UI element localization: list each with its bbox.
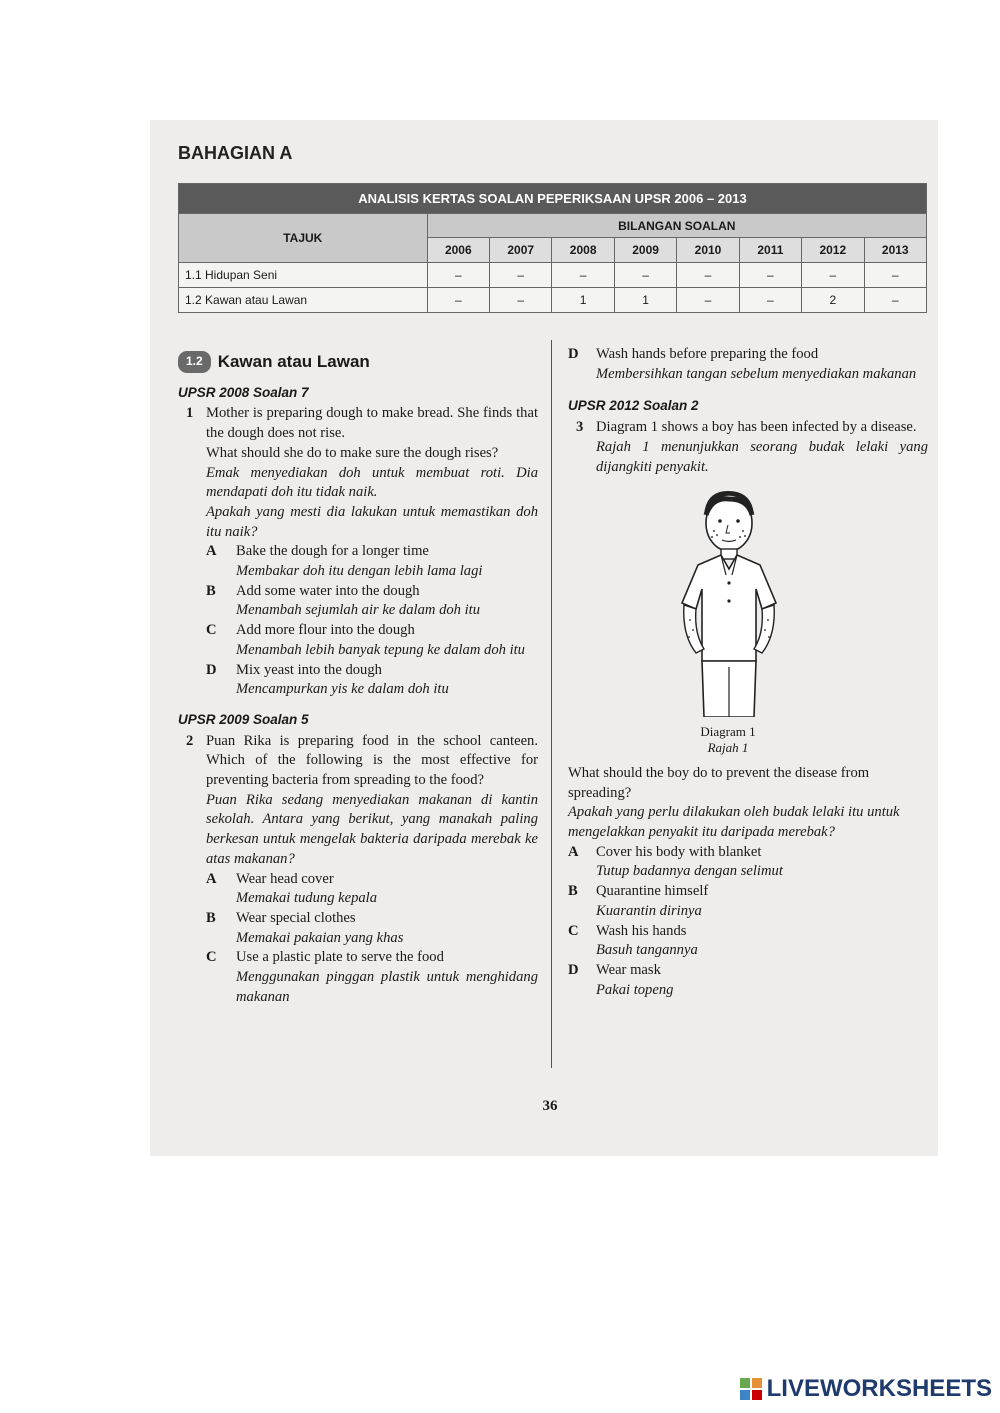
option-text-en: Add some water into the dough	[236, 582, 420, 599]
option-text-en: Wash his hands	[596, 922, 687, 939]
option-letter: B	[206, 909, 216, 926]
question-1	[178, 404, 538, 542]
bilangan-header: BILANGAN SOALAN	[427, 214, 926, 238]
option-text-ms: Basuh tangannya	[596, 942, 698, 959]
option-text-ms: Menambah sejumlah air ke dalam doh itu	[236, 602, 481, 619]
year-header: 2009	[614, 238, 676, 263]
option-text-en: Quarantine himself	[596, 883, 709, 900]
option-letter: C	[206, 622, 217, 639]
count-cell: –	[677, 288, 739, 313]
question-ask-en: What should she do to make sure the dough rises?	[206, 444, 499, 461]
year-header: 2013	[864, 238, 926, 263]
option-text-en: Cover his body with blanket	[596, 843, 762, 860]
section-title: BAHAGIAN A	[178, 143, 293, 163]
count-cell: –	[864, 263, 926, 288]
count-cell: –	[677, 263, 739, 288]
sick-boy-illustration	[668, 485, 788, 717]
option-text-ms: Pakai topeng	[596, 981, 674, 998]
question-2	[178, 732, 538, 870]
brand-footer	[739, 1375, 992, 1403]
question-text-en: Diagram 1 shows a boy has been infected by a disease.	[596, 419, 917, 436]
year-header: 2010	[677, 238, 739, 263]
option-text-en: Wear head cover	[236, 870, 334, 887]
option-c[interactable]	[206, 621, 538, 660]
option-text-en: Wear mask	[596, 961, 661, 978]
option-text-ms: Menggunakan pinggan plastik untuk menghidang makanan	[236, 969, 538, 1005]
question-source: UPSR 2012 Soalan 2	[568, 398, 699, 414]
diagram-figure	[568, 485, 888, 756]
count-cell: 1	[614, 288, 676, 313]
question-ask-en: What should the boy do to prevent the disease from spreading?	[568, 764, 870, 801]
option-letter: A	[206, 870, 217, 887]
count-cell: 2	[802, 288, 864, 313]
option-text-ms: Kuarantin dirinya	[596, 902, 702, 919]
question-text-ms: Emak menyediakan doh untuk membuat roti. Dia mendapati doh itu tidak naik.	[206, 464, 538, 501]
question-number: 2	[186, 732, 194, 749]
option-letter: D	[206, 661, 217, 678]
count-cell: –	[490, 263, 552, 288]
count-cell: –	[552, 263, 614, 288]
year-header: 2008	[552, 238, 614, 263]
option-b[interactable]	[206, 909, 538, 948]
option-text-ms: Tutup badannya dengan selimut	[596, 863, 783, 880]
option-a[interactable]	[568, 843, 928, 882]
count-cell: –	[739, 288, 801, 313]
option-letter: A	[568, 843, 579, 860]
column-divider	[551, 340, 552, 1068]
question-text-ms: Puan Rika sedang menyediakan makanan di kantin sekolah. Antara yang berikut, yang manakah paling berkesan untuk mengelak bakteria daripada merebak ke atas makanan?	[206, 791, 538, 867]
year-header: 2012	[802, 238, 864, 263]
option-text-ms: Membersihkan tangan sebelum menyediakan makanan	[596, 365, 917, 382]
option-d[interactable]	[568, 961, 928, 1000]
diagram-caption-ms: Rajah 1	[707, 739, 749, 755]
option-text-en: Use a plastic plate to serve the food	[236, 949, 444, 966]
count-cell: –	[427, 263, 489, 288]
option-a[interactable]	[206, 870, 538, 909]
question-3	[568, 418, 928, 477]
table-title: ANALISIS KERTAS SOALAN PEPERIKSAAN UPSR 2006 – 2013	[179, 184, 927, 214]
analysis-table	[178, 183, 927, 313]
option-text-en: Add more flour into the dough	[236, 622, 415, 639]
chapter-heading	[178, 351, 538, 373]
option-b[interactable]	[568, 882, 928, 921]
liveworksheets-logo-icon	[739, 1377, 763, 1401]
count-cell: –	[490, 288, 552, 313]
option-text-ms: Memakai pakaian yang khas	[236, 929, 404, 946]
question-text-en: Puan Rika is preparing food in the school canteen. Which of the following is the most effective for preventing bacteria from spreading to the food?	[206, 732, 538, 789]
option-letter: D	[568, 346, 579, 362]
year-header: 2011	[739, 238, 801, 263]
question-source: UPSR 2009 Soalan 5	[178, 711, 309, 727]
option-text-ms: Menambah lebih banyak tepung ke dalam doh itu	[236, 641, 525, 658]
option-letter: D	[568, 961, 579, 978]
brand-name: LIVEWORKSHEETS	[766, 1375, 992, 1402]
option-c[interactable]	[568, 922, 928, 961]
option-d[interactable]	[568, 345, 928, 384]
option-letter: B	[568, 883, 578, 900]
tajuk-header: TAJUK	[179, 214, 428, 263]
option-text-en: Wear special clothes	[236, 909, 356, 926]
count-cell: –	[427, 288, 489, 313]
chapter-title: Kawan atau Lawan	[217, 352, 370, 371]
table-row	[179, 263, 927, 288]
option-text-ms: Membakar doh itu dengan lebih lama lagi	[236, 563, 483, 580]
option-d[interactable]	[206, 661, 538, 700]
page-number: 36	[542, 1098, 558, 1114]
question-ask-ms: Apakah yang mesti dia lakukan untuk memastikan doh itu naik?	[206, 503, 538, 540]
option-c[interactable]	[206, 948, 538, 1007]
left-column	[178, 345, 538, 1008]
question-text-en: Mother is preparing dough to make bread. She finds that the dough does not rise.	[206, 405, 538, 442]
option-letter: C	[568, 922, 579, 939]
diagram-caption-en: Diagram 1	[700, 723, 756, 739]
year-header: 2006	[427, 238, 489, 263]
topic-cell: 1.1 Hidupan Seni	[179, 263, 428, 288]
question-text-ms: Rajah 1 menunjukkan seorang budak lelaki yang dijangkiti penyakit.	[596, 438, 928, 475]
option-letter: C	[206, 949, 217, 966]
table-row	[179, 288, 927, 313]
question-number: 1	[186, 405, 194, 422]
count-cell: 1	[552, 288, 614, 313]
option-a[interactable]	[206, 542, 538, 581]
question-ask-ms: Apakah yang perlu dilakukan oleh budak lelaki itu untuk mengelakkan penyakit itu daripada merebak?	[568, 804, 900, 841]
count-cell: –	[739, 263, 801, 288]
question-source: UPSR 2008 Soalan 7	[178, 384, 309, 400]
option-text-ms: Mencampurkan yis ke dalam doh itu	[236, 681, 449, 698]
count-cell: –	[614, 263, 676, 288]
option-b[interactable]	[206, 582, 538, 621]
option-letter: A	[206, 543, 217, 560]
right-column	[568, 345, 928, 1000]
year-header: 2007	[490, 238, 552, 263]
option-text-en: Bake the dough for a longer time	[236, 543, 429, 560]
count-cell: –	[802, 263, 864, 288]
option-text-en: Wash hands before preparing the food	[596, 346, 819, 362]
option-letter: B	[206, 582, 216, 599]
option-text-en: Mix yeast into the dough	[236, 661, 382, 678]
option-text-ms: Memakai tudung kepala	[236, 890, 378, 907]
chapter-number-badge: 1.2	[178, 351, 211, 373]
question-number: 3	[576, 419, 584, 436]
topic-cell: 1.2 Kawan atau Lawan	[179, 288, 428, 313]
count-cell: –	[864, 288, 926, 313]
